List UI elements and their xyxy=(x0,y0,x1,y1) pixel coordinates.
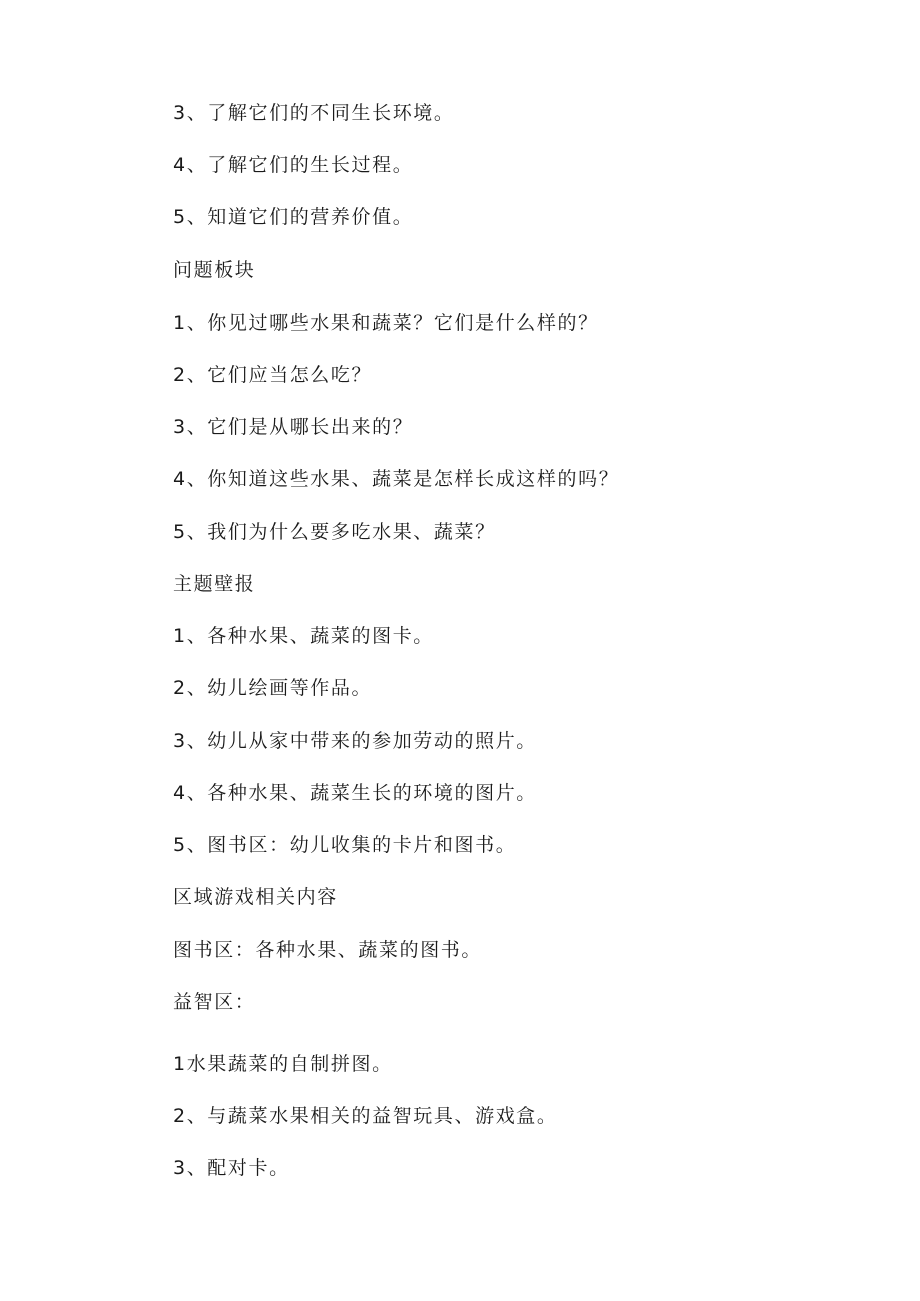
text-line-poster-2: 2、幼儿绘画等作品。 xyxy=(173,677,373,699)
text-line-question-2: 2、它们应当怎么吃？ xyxy=(173,364,373,386)
section-heading-area-games: 区域游戏相关内容 xyxy=(173,886,338,908)
text-line-library-area: 图书区：各种水果、蔬菜的图书。 xyxy=(173,939,483,961)
text-line-goal-4: 4、了解它们的生长过程。 xyxy=(173,154,414,176)
text-line-puzzle-area: 益智区： xyxy=(173,991,256,1013)
text-line-goal-3: 3、了解它们的不同生长环境。 xyxy=(173,102,455,124)
text-line-goal-5: 5、知道它们的营养价值。 xyxy=(173,206,414,228)
text-line-poster-3: 3、幼儿从家中带来的参加劳动的照片。 xyxy=(173,730,537,752)
text-line-puzzle-1: 1水果蔬菜的自制拼图。 xyxy=(173,1053,393,1075)
text-line-poster-4: 4、各种水果、蔬菜生长的环境的图片。 xyxy=(173,782,537,804)
text-line-poster-1: 1、各种水果、蔬菜的图卡。 xyxy=(173,625,434,647)
section-heading-questions: 问题板块 xyxy=(173,259,256,281)
text-line-question-4: 4、你知道这些水果、蔬菜是怎样长成这样的吗？ xyxy=(173,468,620,490)
text-line-question-3: 3、它们是从哪长出来的？ xyxy=(173,416,414,438)
text-line-question-5: 5、我们为什么要多吃水果、蔬菜？ xyxy=(173,521,496,543)
text-line-poster-5: 5、图书区：幼儿收集的卡片和图书。 xyxy=(173,834,517,856)
text-line-question-1: 1、你见过哪些水果和蔬菜？它们是什么样的？ xyxy=(173,312,599,334)
text-line-puzzle-2: 2、与蔬菜水果相关的益智玩具、游戏盒。 xyxy=(173,1105,558,1127)
section-heading-wall-poster: 主题壁报 xyxy=(173,573,256,595)
text-line-puzzle-3: 3、配对卡。 xyxy=(173,1157,290,1179)
